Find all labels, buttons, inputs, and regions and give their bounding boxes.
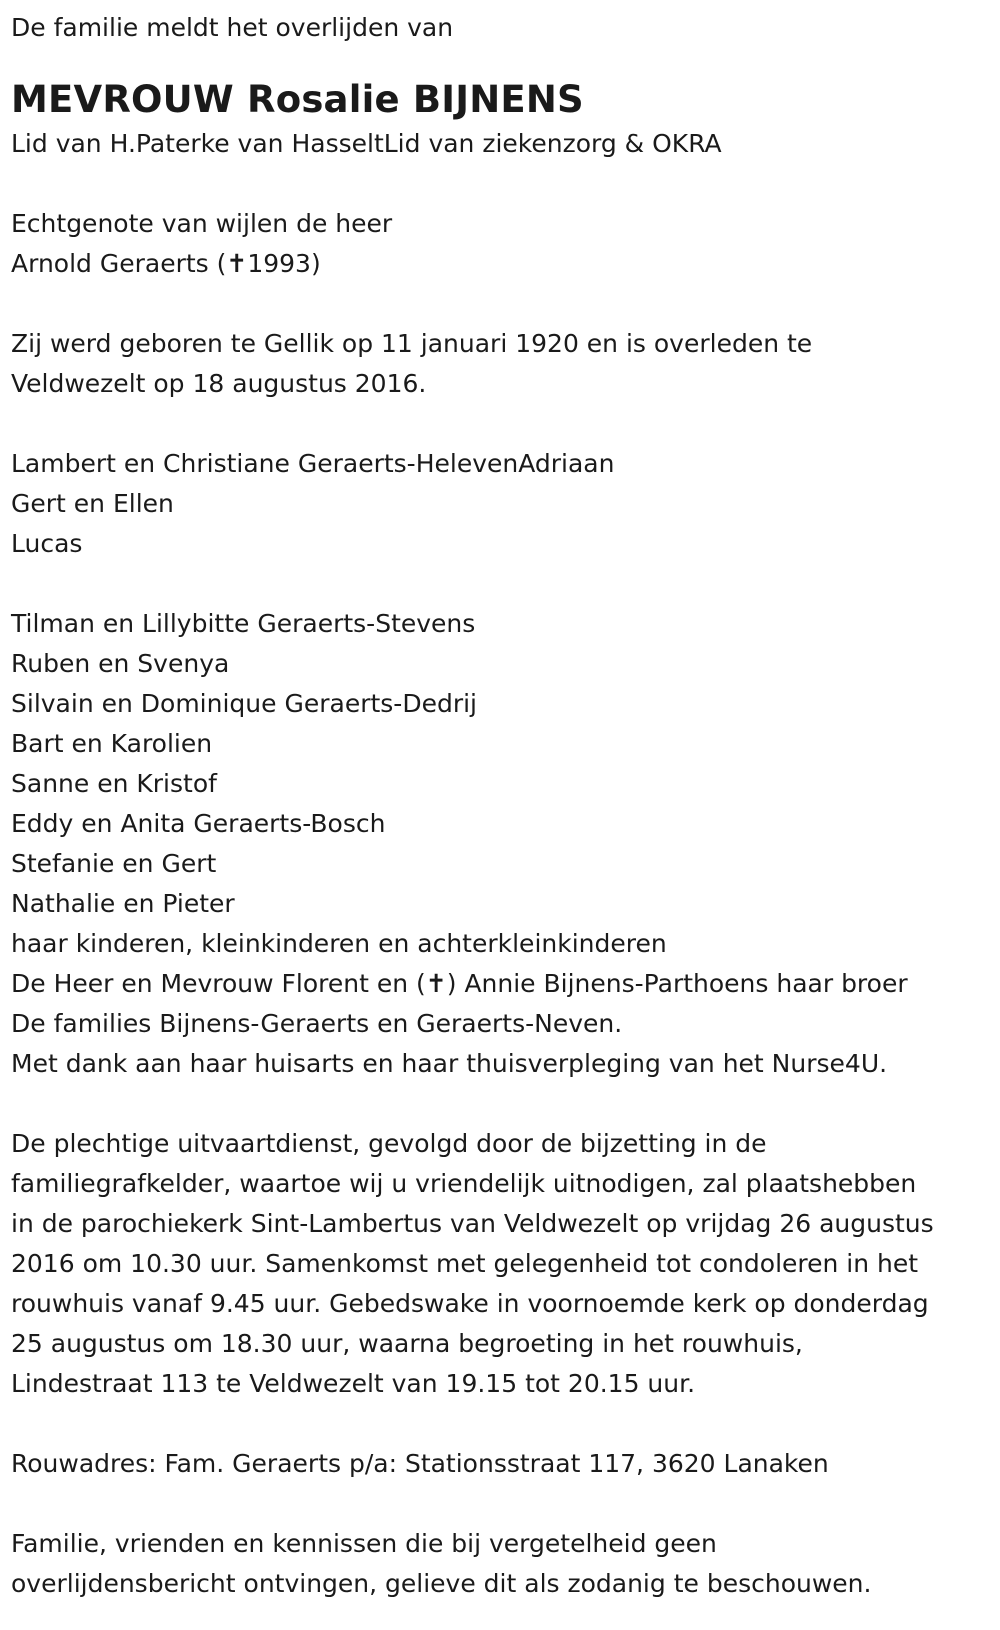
- spacer: [11, 1404, 991, 1444]
- family-group-1: [11, 444, 991, 564]
- family-member: Stefanie en Gert: [11, 849, 217, 878]
- service-line: rouwhuis vanaf 9.45 uur. Gebedswake in voornoemde kerk op donderdag: [11, 1289, 929, 1318]
- sibling-line: De Heer en Mevrouw Florent en (✝) Annie Bijnens-Parthoens haar broer: [11, 969, 908, 998]
- family-member: Ruben en Svenya: [11, 649, 230, 678]
- spacer: [11, 404, 991, 444]
- family-member: Eddy en Anita Geraerts-Bosch: [11, 809, 386, 838]
- thanks-line: Met dank aan haar huisarts en haar thuisverpleging van het Nurse4U.: [11, 1049, 888, 1078]
- service-line: 2016 om 10.30 uur. Samenkomst met gelegenheid tot condoleren in het: [11, 1249, 919, 1278]
- death-notice: [11, 8, 991, 1604]
- service-line: De plechtige uitvaartdienst, gevolgd door de bijzetting in de: [11, 1129, 767, 1158]
- membership-text: Lid van H.Paterke van HasseltLid van ziekenzorg & OKRA: [11, 129, 722, 158]
- closing-line: Familie, vrienden en kennissen die bij vergetelheid geen: [11, 1529, 717, 1558]
- family-group-2: [11, 604, 991, 1084]
- funeral-service-paragraph: [11, 1124, 991, 1404]
- deceased-name: MEVROUW Rosalie BIJNENS: [11, 78, 584, 121]
- service-line: Lindestraat 113 te Veldwezelt van 19.15 tot 20.15 uur.: [11, 1369, 696, 1398]
- family-member: Gert en Ellen: [11, 489, 174, 518]
- family-member: Nathalie en Pieter: [11, 889, 235, 918]
- spacer: [11, 1484, 991, 1524]
- spacer: [11, 1084, 991, 1124]
- intro-text: De familie meldt het overlijden van: [11, 13, 454, 42]
- service-line: familiegrafkelder, waartoe wij u vriendelijk uitnodigen, zal plaatshebben: [11, 1169, 917, 1198]
- families-line: De families Bijnens-Geraerts en Geraerts-Neven.: [11, 1009, 623, 1038]
- family-member: Tilman en Lillybitte Geraerts-Stevens: [11, 609, 476, 638]
- family-member: Lucas: [11, 529, 83, 558]
- birth-death-line-2: Veldwezelt op 18 augustus 2016.: [11, 369, 427, 398]
- family-summary: haar kinderen, kleinkinderen en achterkleinkinderen: [11, 929, 667, 958]
- family-member: Sanne en Kristof: [11, 769, 217, 798]
- closing-line: overlijdensbericht ontvingen, gelieve dit als zodanig te beschouwen.: [11, 1569, 872, 1598]
- spouse-line-1: Echtgenote van wijlen de heer: [11, 209, 393, 238]
- spacer: [11, 564, 991, 604]
- mourning-address: Rouwadres: Fam. Geraerts p/a: Stationsstraat 117, 3620 Lanaken: [11, 1449, 829, 1478]
- spacer: [11, 284, 991, 324]
- spouse-line-2: Arnold Geraerts (✝1993): [11, 249, 321, 278]
- birth-death-line-1: Zij werd geboren te Gellik op 11 januari 1920 en is overleden te: [11, 329, 813, 358]
- spacer: [11, 164, 991, 204]
- family-member: Lambert en Christiane Geraerts-HelevenAdriaan: [11, 449, 615, 478]
- family-member: Silvain en Dominique Geraerts-Dedrij: [11, 689, 477, 718]
- closing-paragraph: [11, 1524, 991, 1604]
- service-line: in de parochiekerk Sint-Lambertus van Veldwezelt op vrijdag 26 augustus: [11, 1209, 934, 1238]
- family-member: Bart en Karolien: [11, 729, 213, 758]
- service-line: 25 augustus om 18.30 uur, waarna begroeting in het rouwhuis,: [11, 1329, 803, 1358]
